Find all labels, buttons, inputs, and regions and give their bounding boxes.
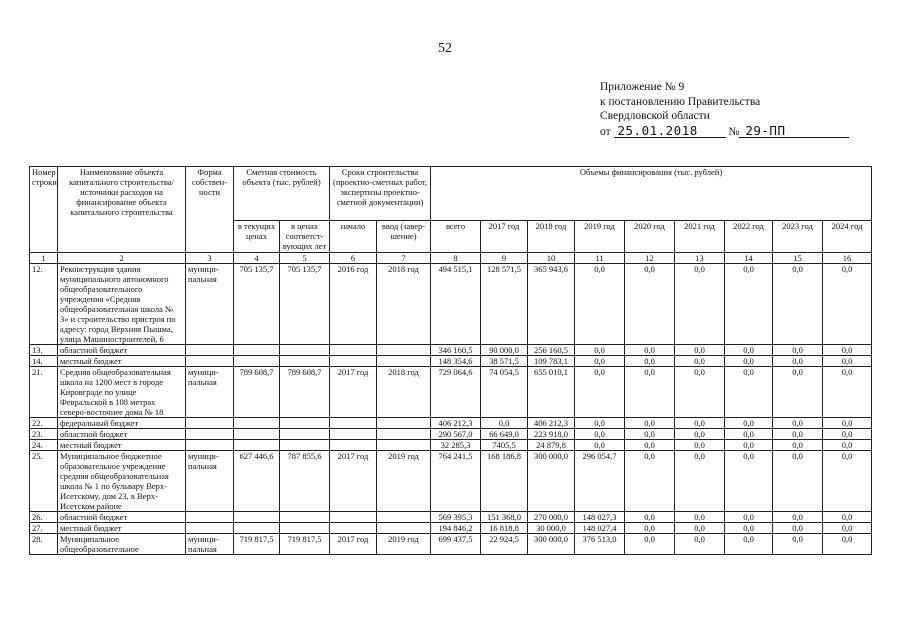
funding-2019: 0,0 xyxy=(575,356,625,367)
table-row xyxy=(30,367,872,418)
funding-2017: 0,0 xyxy=(481,418,528,429)
completion-year xyxy=(377,418,431,429)
funding-2024: 0,0 xyxy=(823,345,872,356)
appendix-date-line xyxy=(600,124,849,140)
table-row xyxy=(30,429,872,440)
funding-2020: 0,0 xyxy=(625,264,675,345)
header-total: всего xyxy=(431,221,481,253)
funding-2023: 0,0 xyxy=(773,367,823,418)
funding-2017: 128 571,5 xyxy=(481,264,528,345)
row-number: 12. xyxy=(30,264,58,345)
header-ownership: Форма собствен-ности xyxy=(186,167,234,253)
funding-2022: 0,0 xyxy=(725,264,773,345)
estimate-years xyxy=(280,429,330,440)
start-year xyxy=(330,418,377,429)
row-number: 28. xyxy=(30,534,58,555)
header-funding: Объемы финансирования (тыс. рублей) xyxy=(431,167,872,221)
funding-2021: 0,0 xyxy=(675,523,725,534)
total-funding: 729 064,6 xyxy=(431,367,481,418)
funding-2021: 0,0 xyxy=(675,429,725,440)
estimate-years xyxy=(280,356,330,367)
funding-2023: 0,0 xyxy=(773,440,823,451)
total-funding: 148 354,6 xyxy=(431,356,481,367)
ownership-form xyxy=(186,356,234,367)
header-completion: ввод (завер-шение) xyxy=(377,221,431,253)
funding-2021: 0,0 xyxy=(675,367,725,418)
start-year: 2017 год xyxy=(330,451,377,512)
funding-2017: 66 649,0 xyxy=(481,429,528,440)
total-funding: 569 395,3 xyxy=(431,512,481,523)
appendix-region: Свердловской области xyxy=(600,110,710,122)
row-number: 26. xyxy=(30,512,58,523)
funding-2019: 0,0 xyxy=(575,345,625,356)
column-number: 12 xyxy=(625,253,675,264)
funding-2019: 148 027,4 xyxy=(575,523,625,534)
funding-2023: 0,0 xyxy=(773,512,823,523)
estimate-years: 719 817,5 xyxy=(280,534,330,555)
estimate-years: 705 135,7 xyxy=(280,264,330,345)
estimate-years xyxy=(280,512,330,523)
column-number: 9 xyxy=(481,253,528,264)
funding-2019: 0,0 xyxy=(575,264,625,345)
object-name: федеральный бюджет xyxy=(58,418,186,429)
funding-2018: 256 160,5 xyxy=(528,345,575,356)
funding-2022: 0,0 xyxy=(725,534,773,555)
funding-2024: 0,0 xyxy=(823,264,872,345)
funding-2021: 0,0 xyxy=(675,534,725,555)
estimate-current: 789 608,7 xyxy=(234,367,280,418)
header-start: начало xyxy=(330,221,377,253)
from-label: от xyxy=(600,125,611,138)
estimate-years: 789 608,7 xyxy=(280,367,330,418)
ownership-form: муници-пальная xyxy=(186,451,234,512)
funding-2023: 0,0 xyxy=(773,523,823,534)
financing-table xyxy=(29,166,872,555)
column-number: 15 xyxy=(773,253,823,264)
column-number: 3 xyxy=(186,253,234,264)
table-row xyxy=(30,440,872,451)
funding-2023: 0,0 xyxy=(773,345,823,356)
estimate-current xyxy=(234,418,280,429)
header-year-2023: 2023 год xyxy=(773,221,823,253)
funding-2020: 0,0 xyxy=(625,429,675,440)
funding-2018: 30 000,0 xyxy=(528,523,575,534)
funding-2023: 0,0 xyxy=(773,264,823,345)
funding-2024: 0,0 xyxy=(823,418,872,429)
funding-2024: 0,0 xyxy=(823,451,872,512)
start-year: 2017 год xyxy=(330,367,377,418)
funding-2020: 0,0 xyxy=(625,534,675,555)
funding-2024: 0,0 xyxy=(823,534,872,555)
funding-2020: 0,0 xyxy=(625,512,675,523)
funding-2020: 0,0 xyxy=(625,440,675,451)
funding-2021: 0,0 xyxy=(675,451,725,512)
funding-2018: 655 010,1 xyxy=(528,367,575,418)
ownership-form: муници-пальная xyxy=(186,367,234,418)
completion-year xyxy=(377,356,431,367)
row-number: 22. xyxy=(30,418,58,429)
row-number: 25. xyxy=(30,451,58,512)
table-row xyxy=(30,345,872,356)
total-funding: 699 437,5 xyxy=(431,534,481,555)
row-number: 27. xyxy=(30,523,58,534)
object-name: областной бюджет xyxy=(58,512,186,523)
funding-2021: 0,0 xyxy=(675,512,725,523)
header-year-2018: 2018 год xyxy=(528,221,575,253)
funding-2024: 0,0 xyxy=(823,367,872,418)
start-year: 2016 год xyxy=(330,264,377,345)
row-number: 14. xyxy=(30,356,58,367)
start-year xyxy=(330,523,377,534)
funding-2018: 24 879,8 xyxy=(528,440,575,451)
funding-2022: 0,0 xyxy=(725,523,773,534)
object-name: областной бюджет xyxy=(58,429,186,440)
table-row xyxy=(30,451,872,512)
estimate-current: 705 135,7 xyxy=(234,264,280,345)
estimate-current xyxy=(234,356,280,367)
funding-2017: 38 571,5 xyxy=(481,356,528,367)
estimate-current xyxy=(234,523,280,534)
estimate-current: 719 817,5 xyxy=(234,534,280,555)
completion-year: 2018 год xyxy=(377,367,431,418)
funding-2024: 0,0 xyxy=(823,440,872,451)
start-year xyxy=(330,345,377,356)
estimate-current: 627 446,6 xyxy=(234,451,280,512)
table-body xyxy=(30,253,872,555)
ownership-form xyxy=(186,345,234,356)
completion-year xyxy=(377,429,431,440)
column-number: 1 xyxy=(30,253,58,264)
ownership-form: муници-пальная xyxy=(186,534,234,555)
funding-2019: 148 027,3 xyxy=(575,512,625,523)
column-number: 6 xyxy=(330,253,377,264)
completion-year: 2019 год xyxy=(377,534,431,555)
funding-2024: 0,0 xyxy=(823,356,872,367)
decree-date: 25.01.2018 xyxy=(614,124,726,138)
total-funding: 32 285,3 xyxy=(431,440,481,451)
row-number: 23. xyxy=(30,429,58,440)
object-name: местный бюджет xyxy=(58,523,186,534)
funding-2019: 376 513,0 xyxy=(575,534,625,555)
funding-2024: 0,0 xyxy=(823,429,872,440)
ownership-form xyxy=(186,512,234,523)
header-year-2024: 2024 год xyxy=(823,221,872,253)
total-funding: 290 567,0 xyxy=(431,429,481,440)
object-name: Средняя общеобразовательная школа на 1200 мест в городе Кировграде по улице Февральской в 108 метрах северо-восточнее дома № 18 xyxy=(58,367,186,418)
funding-2019: 0,0 xyxy=(575,429,625,440)
funding-2021: 0,0 xyxy=(675,345,725,356)
funding-2022: 0,0 xyxy=(725,356,773,367)
funding-2019: 0,0 xyxy=(575,440,625,451)
start-year xyxy=(330,440,377,451)
funding-2019: 0,0 xyxy=(575,367,625,418)
header-row-number: Номер строки xyxy=(30,167,58,253)
total-funding: 406 212,3 xyxy=(431,418,481,429)
estimate-years xyxy=(280,345,330,356)
funding-2023: 0,0 xyxy=(773,451,823,512)
funding-2022: 0,0 xyxy=(725,345,773,356)
funding-2018: 300 000,0 xyxy=(528,534,575,555)
column-number-row xyxy=(30,253,872,264)
completion-year xyxy=(377,512,431,523)
funding-2022: 0,0 xyxy=(725,440,773,451)
funding-2019: 0,0 xyxy=(575,418,625,429)
table-row xyxy=(30,534,872,555)
header-year-2019: 2019 год xyxy=(575,221,625,253)
funding-2022: 0,0 xyxy=(725,451,773,512)
completion-year: 2018 год xyxy=(377,264,431,345)
funding-2017: 74 054,5 xyxy=(481,367,528,418)
funding-2023: 0,0 xyxy=(773,429,823,440)
funding-2023: 0,0 xyxy=(773,534,823,555)
header-terms: Сроки строительства (проектно-сметных работ, экспертизы проектно-сметной документации) xyxy=(330,167,431,221)
header-estimate-current: в текущих ценах xyxy=(234,221,280,253)
estimate-current xyxy=(234,440,280,451)
header-estimate: Сметная стоимость объекта (тыс. рублей) xyxy=(234,167,330,221)
column-number: 11 xyxy=(575,253,625,264)
ownership-form: муници-пальная xyxy=(186,264,234,345)
ownership-form xyxy=(186,440,234,451)
object-name: местный бюджет xyxy=(58,356,186,367)
funding-2022: 0,0 xyxy=(725,429,773,440)
row-number: 13. xyxy=(30,345,58,356)
funding-2020: 0,0 xyxy=(625,451,675,512)
table-row xyxy=(30,523,872,534)
column-number: 16 xyxy=(823,253,872,264)
row-number: 24. xyxy=(30,440,58,451)
funding-2018: 109 783,1 xyxy=(528,356,575,367)
object-name: Реконструкция здания муниципального автономного общеобразовательного учреждения «Средняя общеобразовательная школа № 3» и строительство пристроя по адресу: город Верхняя Пышма, улица Машиностроителей, 6 xyxy=(58,264,186,345)
appendix-decree: к постановлению Правительства xyxy=(600,95,761,108)
column-number: 7 xyxy=(377,253,431,264)
funding-2020: 0,0 xyxy=(625,418,675,429)
estimate-current xyxy=(234,345,280,356)
estimate-years xyxy=(280,418,330,429)
funding-2024: 0,0 xyxy=(823,523,872,534)
estimate-years: 787 855,6 xyxy=(280,451,330,512)
funding-2023: 0,0 xyxy=(773,418,823,429)
total-funding: 494 515,1 xyxy=(431,264,481,345)
funding-2022: 0,0 xyxy=(725,418,773,429)
header-object-name: Наименование объекта капитального строительства/ источники расходов на финансирование объекта капитального строительства xyxy=(58,167,186,253)
funding-2021: 0,0 xyxy=(675,440,725,451)
column-number: 13 xyxy=(675,253,725,264)
object-name: областной бюджет xyxy=(58,345,186,356)
funding-2017: 151 368,0 xyxy=(481,512,528,523)
ownership-form xyxy=(186,429,234,440)
header-year-2022: 2022 год xyxy=(725,221,773,253)
funding-2017: 168 186,8 xyxy=(481,451,528,512)
funding-2017: 16 818,8 xyxy=(481,523,528,534)
page-number: 52 xyxy=(438,41,452,56)
funding-2021: 0,0 xyxy=(675,356,725,367)
header-estimate-years: в ценах соответст-вующих лет xyxy=(280,221,330,253)
object-name: Муниципальное общеобразовательное xyxy=(58,534,186,555)
object-name: местный бюджет xyxy=(58,440,186,451)
column-number: 2 xyxy=(58,253,186,264)
total-funding: 194 846,2 xyxy=(431,523,481,534)
funding-2020: 0,0 xyxy=(625,523,675,534)
funding-2022: 0,0 xyxy=(725,512,773,523)
number-label: № xyxy=(728,125,740,138)
funding-2018: 270 000,0 xyxy=(528,512,575,523)
column-number: 5 xyxy=(280,253,330,264)
funding-2019: 296 054,7 xyxy=(575,451,625,512)
column-number: 14 xyxy=(725,253,773,264)
decree-number: 29-ПП xyxy=(739,124,849,138)
funding-2017: 90 000,0 xyxy=(481,345,528,356)
funding-2018: 406 212,3 xyxy=(528,418,575,429)
column-number: 10 xyxy=(528,253,575,264)
completion-year: 2019 год xyxy=(377,451,431,512)
total-funding: 346 160,5 xyxy=(431,345,481,356)
row-number: 21. xyxy=(30,367,58,418)
completion-year xyxy=(377,440,431,451)
table-row xyxy=(30,418,872,429)
ownership-form xyxy=(186,523,234,534)
completion-year xyxy=(377,345,431,356)
funding-2021: 0,0 xyxy=(675,264,725,345)
funding-2020: 0,0 xyxy=(625,356,675,367)
funding-2018: 300 000,0 xyxy=(528,451,575,512)
table-row xyxy=(30,512,872,523)
header-year-2020: 2020 год xyxy=(625,221,675,253)
funding-2020: 0,0 xyxy=(625,367,675,418)
header-year-2021: 2021 год xyxy=(675,221,725,253)
object-name: Муниципальное бюджетное образовательное учреждение средняя общеобразовательная школа № 1 по бульвару Верх-Исетскому, дом 23, в Верх-Исетском районе xyxy=(58,451,186,512)
ownership-form xyxy=(186,418,234,429)
funding-2021: 0,0 xyxy=(675,418,725,429)
appendix-title: Приложение № 9 xyxy=(600,81,685,93)
estimate-years xyxy=(280,523,330,534)
table-row xyxy=(30,356,872,367)
completion-year xyxy=(377,523,431,534)
appendix-header xyxy=(600,80,849,139)
column-number: 8 xyxy=(431,253,481,264)
total-funding: 764 241,5 xyxy=(431,451,481,512)
start-year xyxy=(330,512,377,523)
funding-2020: 0,0 xyxy=(625,345,675,356)
funding-2023: 0,0 xyxy=(773,356,823,367)
estimate-current xyxy=(234,512,280,523)
start-year xyxy=(330,429,377,440)
estimate-current xyxy=(234,429,280,440)
table-row xyxy=(30,264,872,345)
funding-2017: 22 924,5 xyxy=(481,534,528,555)
funding-2018: 365 943,6 xyxy=(528,264,575,345)
funding-2022: 0,0 xyxy=(725,367,773,418)
column-number: 4 xyxy=(234,253,280,264)
funding-2018: 223 918,0 xyxy=(528,429,575,440)
funding-2017: 7405,5 xyxy=(481,440,528,451)
start-year: 2017 год xyxy=(330,534,377,555)
start-year xyxy=(330,356,377,367)
estimate-years xyxy=(280,440,330,451)
header-year-2017: 2017 год xyxy=(481,221,528,253)
funding-2024: 0,0 xyxy=(823,512,872,523)
